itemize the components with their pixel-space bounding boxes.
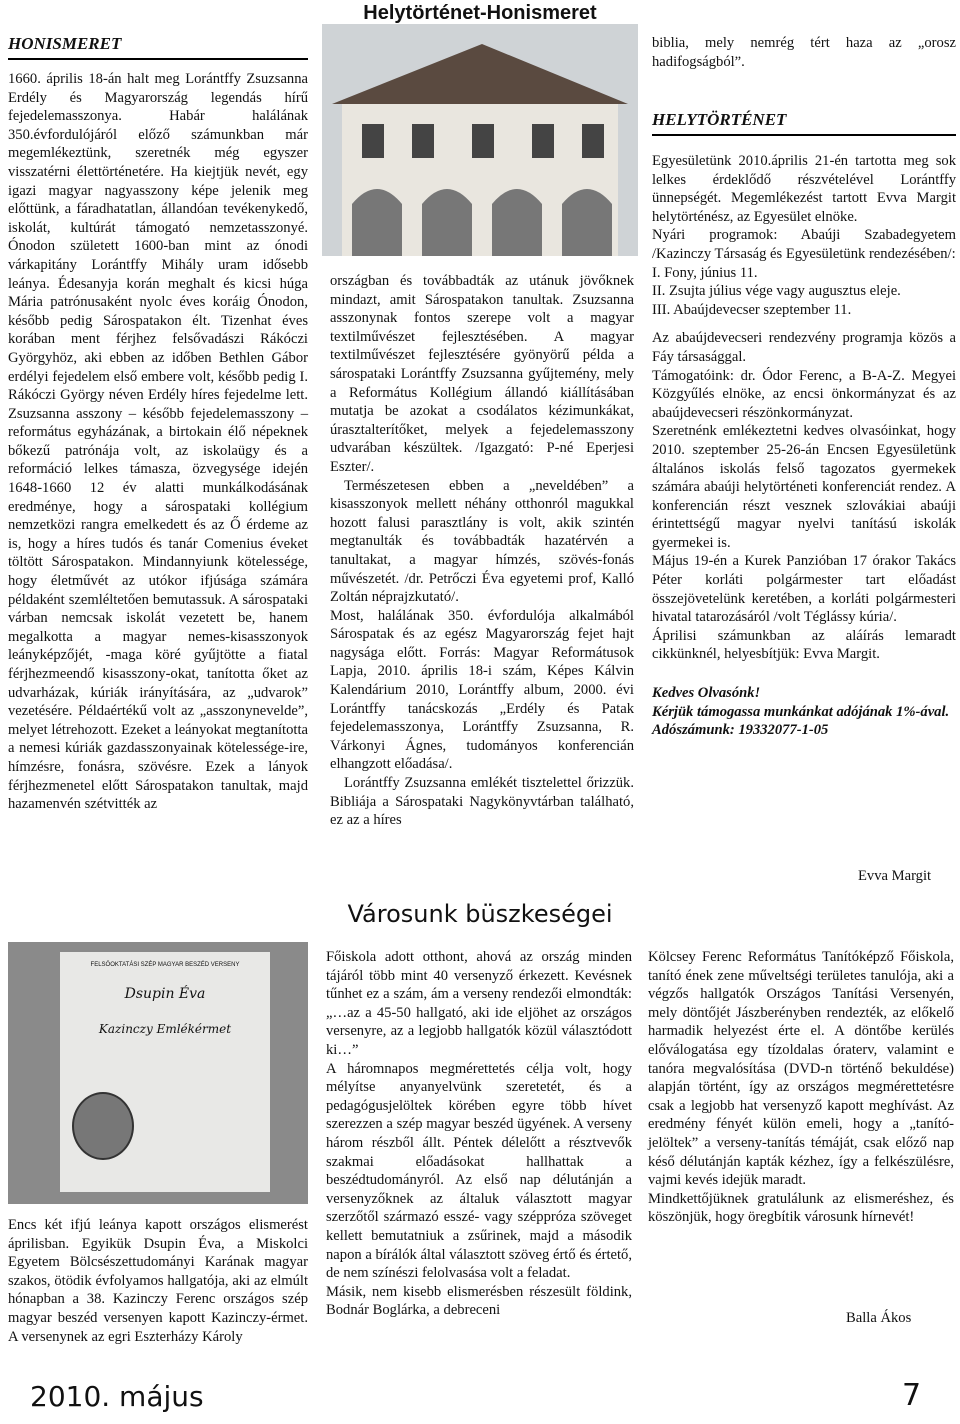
honismeret-column [8,70,308,814]
col3-paragraph: biblia, mely nemrég tért haza az „orosz hadifogságból”. [652,35,956,70]
certificate-heading: FELSŐOKTATÁSI SZÉP MAGYAR BESZÉD VERSENY [90,962,240,968]
medal-icon [72,1092,134,1160]
hely-paragraph-7: Áprilisi számunkban az aláírás lemaradt cikkünknél, helyesbítjük: Evva Margit. [652,627,956,663]
bible-continuation [652,34,956,71]
certificate-name: Dsupin Éva [124,986,206,1002]
helytortenet-heading: HELYTÖRTÉNET [652,110,787,129]
section2-signature: Balla Ákos [846,1310,912,1326]
col2-paragraph-1: országban és továbbadták az utánuk jövőknek mindazt, amit Sárospatakon tanultak. Zsuzsanna asszonynak fontos szerepe volt a magyar textilművészet fejlesztésében. A magyar textilművészet fejlesztésére gyönyörű példa a sárospataki Lorántffy Zsuzsanna gyűjtemény, mely a Református Kollégium állandó kiállításában mutatja be azokat a csodálatos kézimunkákat, úrasztalterítőket, melyek a fejedelemasszony udvarában készültek. /Igazgató: P-né Eperjesi Eszter/. [330,273,634,475]
helytortenet-rule [652,134,956,136]
castle-building-image [322,24,638,256]
honismeret-heading: HONISMERET [8,34,122,53]
appeal-greeting: Kedves Olvasónk! [652,685,761,702]
appeal-signature: Evva Margit [858,868,932,884]
certificate-paper [60,952,270,1192]
section-title: Városunk büszkeségei [347,900,613,928]
hely-paragraph-3: Az abaújdevecseri rendezvény programja közös a Fáy társasággal. [652,330,956,365]
building-photo [322,24,638,256]
right-paragraph-2: Mindkettőjüknek gratulálunk az elismeréshez, és köszönjük, hogy öregbítik városunk hírnevét! [648,1190,954,1226]
page-header-title: Helytörténet-Honismeret [363,2,597,24]
section2-right-column [648,948,954,1227]
hely-list-item-1: I. Fony, június 11. [652,264,758,281]
certificate-caption [8,1216,308,1346]
lorantffy-continuation-column [330,272,634,830]
page-number: 7 [902,1378,922,1413]
appeal-tax-number: Adószámunk: 19332077-1-05 [652,722,829,739]
right-paragraph-1: Kölcsey Ferenc Református Tanítóképző Főiskola, tanító ének zene műveltségi területes tanulója, aki a végzős hallgatók Országos Tanítási Versenyén, mely döntőjét Jászberényben rendezték, az előkelő harmadik helyezést érte el. A döntőbe kerülés előválogatása egy tízoldalas óraterv, valamint e tanóra megvalósítása (DVD-n történő bekuldése) alapján történt, így az országos megmérettetésre csak a legjobb hat versenyző kapott meghívást. Az eredmény fényét külön emeli, hogy a „tanító-jelöltek” a verseny-tanítás témáját, csak előző nap késő délutánján kapták kézhez, így a felkészülésre, vajmi kevés idejük maradt. [648,949,954,1189]
helytortenet-column [652,152,956,740]
honismeret-rule [8,58,308,60]
appeal-request: Kérjük támogassa munkánkat adójának 1%-ával. [652,703,950,720]
hely-list-item-2: II. Zsujta július vége vagy augusztus eleje. [652,283,901,300]
hely-list-item-3: III. Abaújdevecser szeptember 11. [652,301,852,318]
hely-paragraph-1: Egyesületünk 2010.április 21-én tartotta meg sok lelkes érdeklődő részvételével Lorántffy ünnepségét. Megemlékezést tartott Evva Margit helytörténész, az Egyesület elnöke. [652,153,956,225]
footer-date: 2010. május [30,1380,204,1413]
hely-paragraph-5: Szeretnénk emlékeztetni kedves olvasóinkat, hogy 2010. szeptember 25-26-án Encsen Egyesületünk általános iskolás felső tagozatos gyermekek számára abaúji helytörténeti konferenciát rendez. A konferencián részt vesznek szlovákiai abaúji érintettségű magyar nyelvi tanítású iskolák gyermekei is. [652,423,956,551]
hely-paragraph-4: Támogatóink: dr. Ódor Ferenc, a B-A-Z. Megyei Közgyűlés elnöke, az encsi önkormányzat és az abaújdevecseri részönkormányzat. [652,367,956,421]
hely-paragraph-6: Május 19-én a Kurek Panzióban 17 órakor Takács Péter korláti polgármester tart előadást összejövetelünk keretében, a korláti polgármesteri hivatal tatarozásáról /volt Téglássy kúria/. [652,553,956,626]
middle-paragraph-1: Főiskola adott otthont, ahová az ország minden tájáról több mint 40 versenyző érkezett. Kevésnek tűnhet ez a szám, ám a verseny rendezői elmondták: „…az a 45-50 hallgató, aki ide eljöhet az országos versenyre, az a legjobb hallgatók közül választódott ki…” [326,949,632,1058]
middle-paragraph-3: Másik, nem kisebb elismerésben részesült földink, Bodnár Boglárka, a debreceni [326,1283,632,1319]
honismeret-paragraph: 1660. április 18-án halt meg Lorántffy Zsuzsanna Erdély és Magyarország legendás hírű fejedelemasszonya. Habár halálának 350.évfordulójáról előző számunkban már megemlékeztünk, szeretnék még egyszer visszatérni élettörténetére. Ha kiejtjük nevét, egy igazi magyar nagyasszony képe jelenik meg előttünk, a fáradhatatlan, állandóan tevékenykedő, iskolát, kultúrát támogató nemzetasszonyé. Ónodon született 1600-ban mint az ónodi várkapitány Lorántffy Mihály uram idősebb leánya. Édesanyja korán meghalt és kicsi húga Mária patrónusaként nyolc éves koráig Ónodon, később pedig Sárospatakon élt. Tizenhat éves korában ment férjhez felsővadászi Rákóczi Györgyhöz, aki ebben az időben Bethlen Gábor erdélyi fejedelem első embere volt, később pedig I. Rákóczi György néven Erdély híres fejedelme lett. Zsuzsanna asszony – később fejedelemasszony – református egyházának, a birtokain élő népeknek bőkezű patrónája volt, az iskolaügy és a reformáció lelkes támasza, özvegysége idején 1648-1660 12 év alatti munkálkodásának eredménye, hogy a sárospataki kollégium nemzetközi rangra emelkedett és az Ő érdeme az is, hogy a híres tudós és tanár Comenius éveket töltött Sárospatakon. Mindannyiunk kötelessége, hogy életművét az utókor ifjúsága számára példaként szemléltetően bemutassuk. A sárospataki várban nemcsak iskolát vezetett be, hanem megalkotta a magyar nemes-kisasszonyok leányképzőjét, -maga köré gyűjtötte a fiatal férjhezmeendő kisasszony-okat, tanította őket az udvarházak, kúriák irányítására, az „udvarok” vezetésére. Példaértékű volt az „asszonynevelde”, melyet létrehozott. Ezeket a leányokat megtanította a nemesi kúriák gazdasszonyainak kötelessége-ire, hímzésre, fonásra, szövésre. Ezek a lányok férjhezmenetel előtt Sárospatakon tanultak, majd hazamenvén szétvitték az [8,71,308,813]
caption-paragraph: Encs két ifjú leánya kapott országos elismerést áprilisban. Egyikük Dsupin Éva, a Miskolci Egyetem Bölcsészettudományi Karának magyar szakos, ötödik évfolyamos hallgatója, aki az elmúlt hónapban a 38. Kazinczy Ferenc országos szép magyar beszéd versenyen kapott Kazinczy-érmet. A versenynek az egri Eszterházy Károly [8,1217,308,1345]
certificate-photo [8,942,308,1204]
col2-paragraph-4: Lorántffy Zsuzsanna emlékét tisztelettel őrizzük. Bibliája a Sárospataki Nagykönyvtárban található, ez az a híres [330,775,634,829]
section2-middle-column [326,948,632,1320]
hely-paragraph-2: Nyári programok: Abaúji Szabadegyetem /Kazinczy Társaság és Egyesületünk rendezésében/: [652,227,956,262]
middle-paragraph-2: A háromnapos megmérettetés célja volt, hogy mélyítse anyanyelvünk szeretetét, és a pedagógusjelöltek körében egyre több hívet szerezzen a szép magyar beszéd ügyének. A verseny három részből állt. Péntek délelőtt a résztvevők szakmai előadásokat hallhattak a beszédtudományról. Az első nap délutánján a versenyzőknek az általuk választott magyar szerzőtől származó esszé- vagy széppróza szöveget kellett bemutatniuk a zsűrinek, majd a második napon a bírálók által választott szöveg értő és értető, de nem színészi felolvasása volt a feladat. [326,1060,632,1282]
certificate-award: Kazinczy Emlékérmet [98,1022,232,1036]
col2-paragraph-2: Természetesen ebben a „neveldében” a kisasszonyok mellett néhány otthonról magukkal hozott falusi parasztlány is volt, akik szintén megtanulták és továbbadták hazatérvén a tanultakat, a magyar hímzés, szövés-fonás művészetét. /dr. Petrőczi Éva egyetemi prof, Kalló Zoltán néprajzkutató/. [330,477,634,606]
col2-paragraph-3: Most, halálának 350. évfordulója alkalmából Sárospatak és az egész Magyarország fejet hajt nagysága előtt. Forrás: Magyar Reformátusok Lapja, 2010. április 18-i szám, Képes Kálvin Kalendárium 2010, Lorántffy album, 2000. évi Lorántffy tanácskozás „Erdély és Patak fejedelemasszonya, Lorántffy Zsuzsanna, R. Várkonyi Ágnes, tudományos konferencián elhangzott előadása/. [330,607,634,773]
